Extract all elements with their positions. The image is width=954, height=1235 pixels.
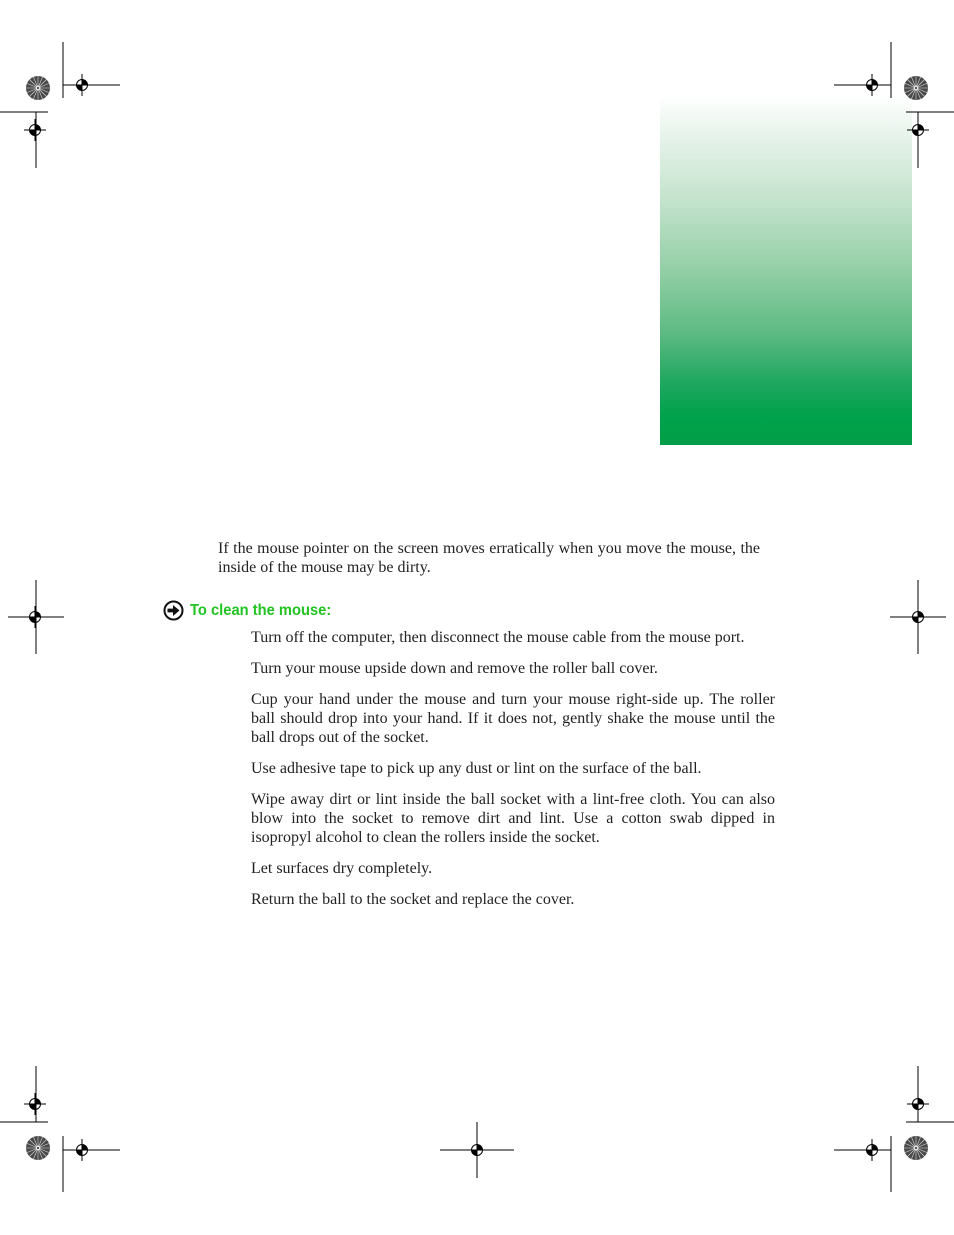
procedure-step: Turn off the computer, then disconnect the mouse cable from the mouse port. bbox=[251, 629, 745, 646]
procedure-step: Cup your hand under the mouse and turn your mouse right-side up. The roller ball should drop into your hand. If it does not, gently shake the mouse until the ball drops out of the socket. bbox=[251, 691, 775, 746]
arrow-right-circle-icon bbox=[163, 600, 184, 621]
procedure-step: Return the ball to the socket and replace the cover. bbox=[251, 891, 575, 908]
intro-paragraph: If the mouse pointer on the screen moves erratically when you move the mouse, the inside of the mouse may be dirty. bbox=[218, 540, 760, 576]
procedure-title: To clean the mouse: bbox=[190, 601, 332, 619]
procedure-step: Turn your mouse upside down and remove the roller ball cover. bbox=[251, 660, 658, 677]
procedure-step: Wipe away dirt or lint inside the ball socket with a lint-free cloth. You can also blow into the socket to remove dirt and lint. Use a cotton swab dipped in isopropyl alcohol to clean the rollers inside the socket. bbox=[251, 791, 775, 846]
procedure-step: Let surfaces dry completely. bbox=[251, 860, 433, 877]
procedure-steps bbox=[251, 628, 775, 921]
procedure-step: Use adhesive tape to pick up any dust or lint on the surface of the ball. bbox=[251, 760, 702, 777]
procedure-heading bbox=[163, 600, 344, 621]
